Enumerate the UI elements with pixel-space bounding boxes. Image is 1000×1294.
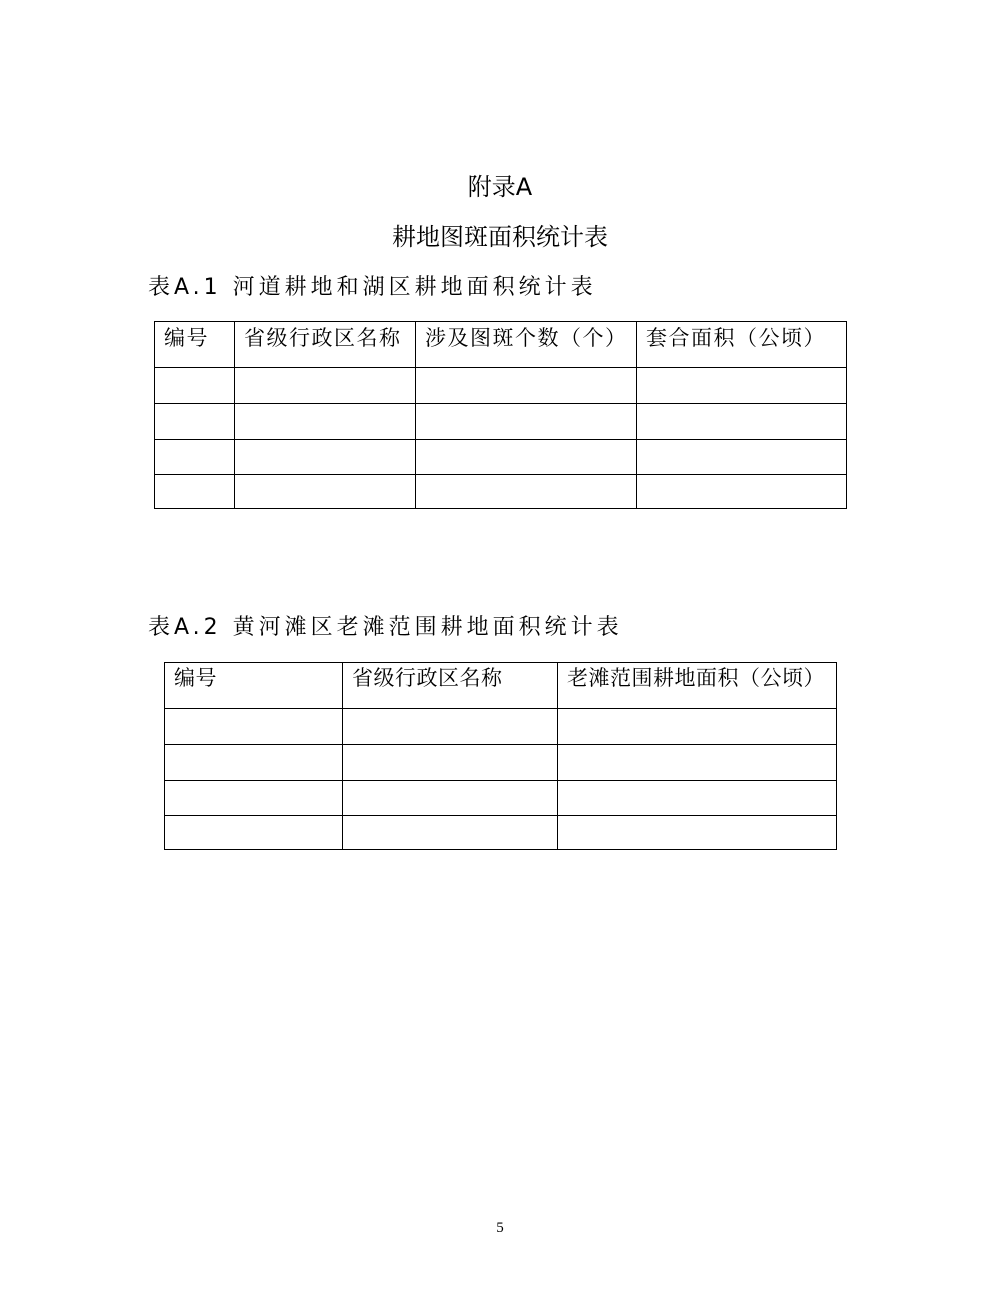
table-cell bbox=[416, 404, 637, 440]
table-cell bbox=[155, 440, 235, 475]
table-cell bbox=[558, 816, 837, 850]
table-cell bbox=[637, 440, 847, 475]
header-province: 省级行政区名称 bbox=[235, 322, 416, 368]
table-a2-caption: 表A.2 黄河滩区老滩范围耕地面积统计表 bbox=[148, 615, 623, 640]
table-row bbox=[165, 781, 837, 816]
table-a1-caption: 表A.1 河道耕地和湖区耕地面积统计表 bbox=[148, 275, 597, 300]
table-row bbox=[165, 709, 837, 745]
table-cell bbox=[235, 475, 416, 509]
table-cell bbox=[165, 816, 343, 850]
table-cell bbox=[165, 709, 343, 745]
table-header-row bbox=[165, 663, 837, 709]
header-id: 编号 bbox=[155, 322, 235, 368]
header-province: 省级行政区名称 bbox=[343, 663, 558, 709]
table-cell bbox=[558, 781, 837, 816]
table-cell bbox=[416, 368, 637, 404]
table-row bbox=[165, 816, 837, 850]
table-row bbox=[155, 475, 847, 509]
table-cell bbox=[235, 440, 416, 475]
table-a2 bbox=[164, 662, 837, 850]
table-cell bbox=[165, 781, 343, 816]
table-cell bbox=[235, 368, 416, 404]
table-cell bbox=[343, 781, 558, 816]
appendix-title: 耕地图斑面积统计表 bbox=[392, 223, 608, 251]
table-cell bbox=[343, 816, 558, 850]
table-row bbox=[155, 368, 847, 404]
table-cell bbox=[343, 709, 558, 745]
table-a1 bbox=[154, 321, 847, 509]
header-patch-count: 涉及图斑个数（个） bbox=[416, 322, 637, 368]
table-cell bbox=[416, 440, 637, 475]
header-id: 编号 bbox=[165, 663, 343, 709]
table-cell bbox=[558, 709, 837, 745]
table-row bbox=[155, 404, 847, 440]
table-cell bbox=[155, 368, 235, 404]
table-row bbox=[155, 440, 847, 475]
table-cell bbox=[235, 404, 416, 440]
appendix-label: 附录A bbox=[467, 173, 533, 201]
table-cell bbox=[416, 475, 637, 509]
table-cell bbox=[343, 745, 558, 781]
table-cell bbox=[558, 745, 837, 781]
table-cell bbox=[637, 368, 847, 404]
header-overlap-area: 套合面积（公顷） bbox=[637, 322, 847, 368]
page-number: 5 bbox=[496, 1220, 504, 1236]
table-cell bbox=[165, 745, 343, 781]
table-cell bbox=[637, 404, 847, 440]
table-header-row bbox=[155, 322, 847, 368]
table-cell bbox=[637, 475, 847, 509]
header-old-floodplain-area: 老滩范围耕地面积（公顷） bbox=[558, 663, 837, 709]
table-cell bbox=[155, 404, 235, 440]
table-cell bbox=[155, 475, 235, 509]
table-row bbox=[165, 745, 837, 781]
